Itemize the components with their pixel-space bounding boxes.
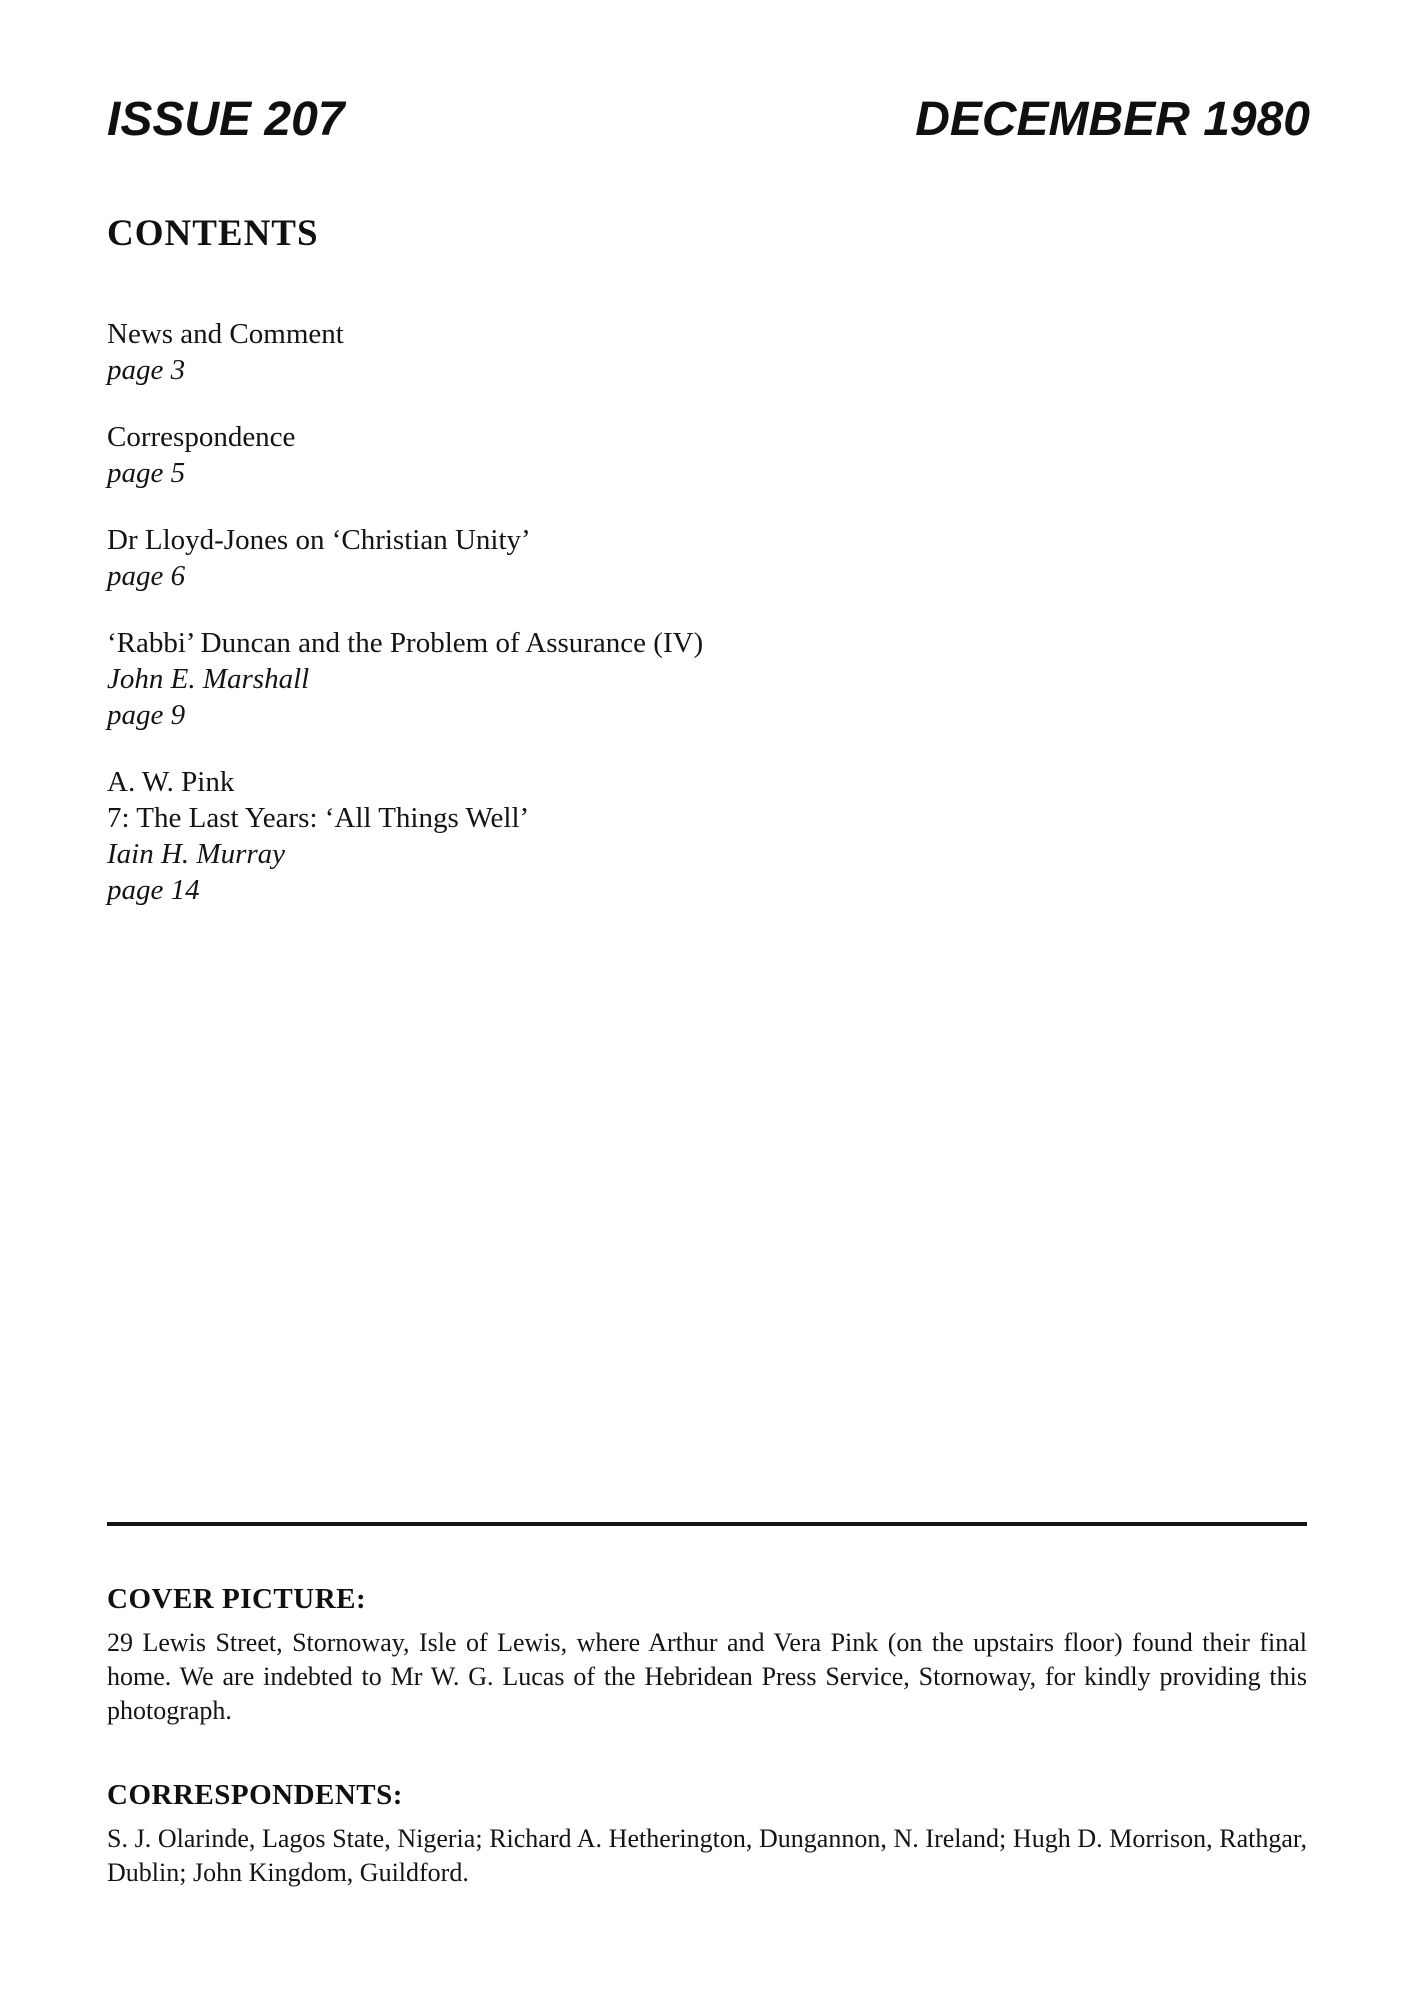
toc-entry bbox=[107, 625, 1007, 733]
cover-picture-text: 29 Lewis Street, Stornoway, Isle of Lewis, where Arthur and Vera Pink (on the upstairs floor) found their final home. We are indebted to Mr W. G. Lucas of the Hebridean Press Service, Stornoway, for kindly providing this photograph. bbox=[107, 1628, 1307, 1725]
correspondents-text: S. J. Olarinde, Lagos State, Nigeria; Richard A. Hetherington, Dungannon, N. Ireland; Hugh D. Morrison, Rathgar, Dublin; John Kingdom, Guildford. bbox=[107, 1824, 1307, 1887]
toc-entry-page: page 14 bbox=[107, 874, 200, 906]
toc-entry-subtitle: 7: The Last Years: ‘All Things Well’ bbox=[107, 802, 530, 834]
toc-entry-title: A. W. Pink bbox=[107, 766, 235, 798]
toc-entry-page: page 5 bbox=[107, 457, 186, 489]
toc-entry-title: Correspondence bbox=[107, 421, 296, 453]
toc-entry-title: ‘Rabbi’ Duncan and the Problem of Assurance (IV) bbox=[107, 627, 704, 659]
table-of-contents bbox=[107, 316, 1007, 939]
toc-entry-title: News and Comment bbox=[107, 318, 344, 350]
toc-entry-title: Dr Lloyd-Jones on ‘Christian Unity’ bbox=[107, 524, 531, 556]
toc-entry bbox=[107, 764, 1007, 908]
correspondents-section bbox=[107, 1778, 1307, 1890]
toc-entry-author: Iain H. Murray bbox=[107, 838, 286, 870]
toc-entry bbox=[107, 316, 1007, 388]
issue-date: DECEMBER 1980 bbox=[915, 93, 1310, 146]
toc-entry bbox=[107, 419, 1007, 491]
cover-picture-heading: COVER PICTURE: bbox=[107, 1583, 367, 1615]
toc-entry-page: page 9 bbox=[107, 699, 186, 731]
toc-entry-page: page 3 bbox=[107, 354, 186, 386]
correspondents-heading: CORRESPONDENTS: bbox=[107, 1779, 403, 1811]
issue-number: ISSUE 207 bbox=[107, 93, 345, 146]
toc-entry-author: John E. Marshall bbox=[107, 663, 310, 695]
toc-entry-page: page 6 bbox=[107, 560, 186, 592]
toc-entry bbox=[107, 522, 1007, 594]
masthead bbox=[107, 93, 1310, 146]
contents-heading: CONTENTS bbox=[107, 213, 319, 254]
cover-picture-section bbox=[107, 1582, 1307, 1728]
divider-rule bbox=[107, 1522, 1307, 1526]
